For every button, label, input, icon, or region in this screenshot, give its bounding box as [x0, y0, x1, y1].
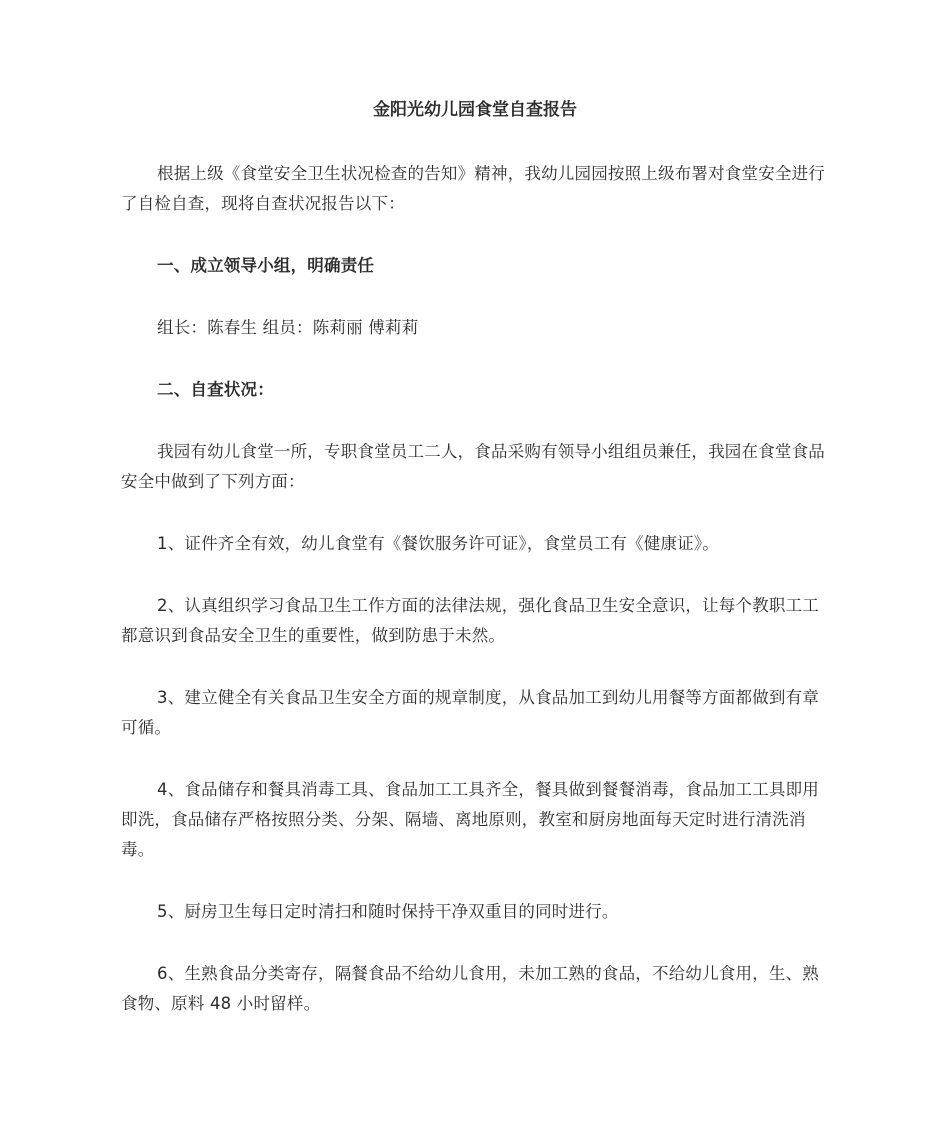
list-item-1: 1、证件齐全有效，幼儿食堂有《餐饮服务许可证》，食堂员工有《健康证》。	[157, 534, 719, 553]
list-item-4: 4、食品储存和餐具消毒工具、食品加工工具齐全，餐具做到餐餐消毒，食品加工工具即用即洗，食品储存严格按照分类、分架、隔墙、离地原则，教室和厨房地面每天定时进行清洗消毒。	[121, 780, 819, 859]
list-item-2: 2、认真组织学习食品卫生工作方面的法律法规，强化食品卫生安全意识，让每个教职工工都意识到食品安全卫生的重要性，做到防患于未然。	[121, 596, 819, 645]
section-1-heading: 一、成立领导小组，明确责任	[157, 256, 375, 275]
intro-paragraph: 根据上级《食堂安全卫生状况检查的告知》精神，我幼儿园园按照上级布署对食堂安全进行了自检自查，现将自查状况报告以下：	[121, 164, 825, 213]
list-item-6: 6、生熟食品分类寄存，隔餐食品不给幼儿食用，未加工熟的食品，不给幼儿食用，生、熟食物、原料 48 小时留样。	[121, 964, 819, 1013]
list-item-3: 3、建立健全有关食品卫生安全方面的规章制度，从食品加工到幼儿用餐等方面都做到有章可循。	[121, 688, 819, 737]
section-2-heading: 二、自查状况：	[157, 380, 274, 399]
section-1-members: 组长：陈春生 组员：陈莉丽 傅莉莉	[157, 318, 419, 337]
section-2-intro: 我园有幼儿食堂一所，专职食堂员工二人，食品采购有领导小组组员兼任，我园在食堂食品安全中做到了下列方面：	[121, 442, 825, 491]
list-item-5: 5、厨房卫生每日定时清扫和随时保持干净双重目的同时进行。	[157, 902, 619, 921]
document-title: 金阳光幼儿园食堂自查报告	[373, 100, 577, 120]
